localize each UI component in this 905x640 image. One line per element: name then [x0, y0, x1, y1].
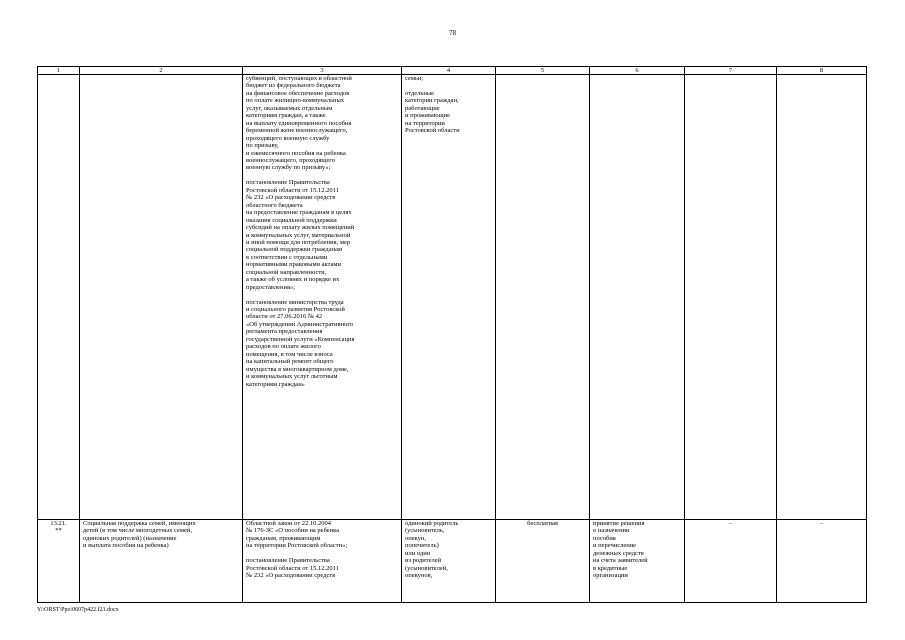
- cell-text-line: и социального развития Ростовской: [246, 306, 345, 314]
- cell-text-line: категориям граждан, а также: [246, 112, 326, 120]
- cell-text-line: Областной закон от 22.10.2004: [246, 520, 332, 527]
- cell-text-line: в кредитные: [593, 564, 628, 572]
- cell-text-line: работающие: [405, 104, 440, 112]
- cell-text-line: и иной помощи для потребления, мер: [246, 238, 351, 246]
- cell-text-line: и коммунальных услуг льготным: [246, 373, 338, 381]
- cell-text-line: попечитель): [405, 542, 439, 550]
- cell-text-line: опекун,: [405, 534, 427, 542]
- column-header-4: 4: [402, 67, 496, 75]
- cell-text-line: детей (в том числе многодетных семей,: [83, 527, 192, 535]
- cell-text-line: категории граждан,: [405, 97, 459, 105]
- cell-text-line: военнослужащего, проходящего: [246, 156, 335, 164]
- cell-text-line: регламента предоставления: [246, 328, 323, 336]
- cell-text-line: по оплате жилищно-коммунальных: [246, 97, 345, 105]
- cell-recipients: [402, 520, 496, 603]
- table-row-continuation: [38, 75, 867, 520]
- cell-text-line: в соответствии с отдельными: [246, 253, 328, 261]
- cell-text-line: на финансовое обеспечение расходов: [246, 89, 350, 97]
- cell-text-line: на капитальный ремонт общего: [246, 358, 334, 366]
- cell-text-line: организации: [593, 572, 628, 580]
- cell-text-line: семьи;: [405, 75, 424, 82]
- cell-text-line: а также об условиях и порядке их: [246, 276, 340, 284]
- services-table: [37, 66, 867, 603]
- cell-service-name: [80, 520, 243, 603]
- cell-text-line: № 232 «О расходовании средств: [246, 572, 336, 580]
- cell-text-line: бюджет из федерального бюджета: [246, 82, 341, 90]
- cell-text-line: –: [728, 520, 733, 527]
- column-header-6: 6: [590, 67, 685, 75]
- column-header-3: 3: [243, 67, 402, 75]
- cell-text-line: отдельные: [405, 89, 435, 97]
- cell-text-line: военную службу по призыву»;: [246, 164, 331, 172]
- cell-text-line: субсидий на оплату жилых помещений: [246, 224, 355, 232]
- cell-text-line: оказания социальной поддержки: [246, 216, 337, 224]
- cell-text-line: о назначении: [593, 527, 630, 535]
- cell-text-line: денежных средств: [593, 549, 644, 557]
- cell-text-line: «Об утверждении Административного: [246, 320, 354, 328]
- cell-recipients: [402, 75, 496, 520]
- cell-text-line: по призыву,: [246, 142, 279, 150]
- cell-text-line: постановление Правительства: [246, 179, 330, 187]
- cell-text-line: беременной жене военнослужащего,: [246, 127, 348, 135]
- cell-text-line: Ростовской области: [405, 127, 460, 135]
- cell-text-line: и проживающие: [405, 112, 450, 120]
- cell-text-line: принятие решения: [593, 520, 645, 527]
- file-path-footer: Y:\ORST\Ppo\0607p422.f21.docx: [37, 607, 119, 613]
- cell-text-line: одинокий родитель: [405, 520, 459, 527]
- cell-text-line: на выплату единовременного пособия: [246, 119, 352, 127]
- cell-text-line: –: [819, 520, 824, 527]
- column-header-2: 2: [80, 67, 243, 75]
- cell-text-line: социальной поддержки гражданам: [246, 246, 343, 254]
- cell-text-line: гражданам, проживающим: [246, 534, 321, 542]
- cell-text-line: Ростовской области от 15.12.2011: [246, 186, 339, 194]
- column-number-row: [38, 67, 867, 75]
- cell-col7: [685, 75, 777, 520]
- cell-text-line: [246, 172, 398, 179]
- cell-text-line: и ежемесячного пособия на ребенка: [246, 149, 346, 157]
- column-header-7: 7: [685, 67, 777, 75]
- cell-number: [38, 520, 80, 603]
- cell-text-line: [405, 82, 492, 89]
- cell-text-line: и коммунальных услуг, материальной: [246, 231, 351, 239]
- column-header-8: 8: [777, 67, 867, 75]
- cell-col8: [777, 520, 867, 603]
- cell-text-line: на предоставление гражданам в целях: [246, 209, 352, 217]
- cell-text-line: или один: [405, 549, 431, 557]
- cell-text-line: постановление министерства труда: [246, 298, 344, 306]
- cell-text-line: опекунов,: [405, 572, 433, 580]
- cell-number: [38, 75, 80, 520]
- cell-text-line: Социальная поддержка семей, имеющих: [83, 520, 196, 527]
- cell-text-line: областного бюджета: [246, 201, 303, 209]
- cell-text-line: № 232 «О расходовании средств: [246, 194, 336, 202]
- cell-text-line: предоставления»;: [246, 283, 296, 291]
- cell-text-line: (усыновитель,: [405, 527, 445, 535]
- cell-text-line: услуг, оказываемых отдельным: [246, 104, 333, 112]
- cell-text-line: на территории: [405, 119, 445, 127]
- column-header-5: 5: [496, 67, 590, 75]
- cell-result: [590, 75, 685, 520]
- cell-text-line: нормативными правовыми актами: [246, 261, 342, 269]
- cell-text-line: из родителей: [405, 557, 442, 565]
- cell-col8: [777, 75, 867, 520]
- cell-text-line: бесплатная: [527, 520, 558, 527]
- page-number: 78: [449, 29, 456, 37]
- cell-text-line: **: [55, 527, 62, 535]
- cell-text-line: субвенций, поступающих в областной: [246, 75, 352, 82]
- cell-text-line: категориям граждан»: [246, 380, 305, 388]
- cell-text-line: одиноких родителей) (назначение: [83, 534, 177, 542]
- cell-text-line: и перечисление: [593, 542, 637, 550]
- cell-text-line: 13.21.: [50, 520, 67, 527]
- cell-text-line: пособия: [593, 534, 616, 542]
- cell-text-line: проходящего военную службу: [246, 134, 330, 142]
- cell-text-line: на территории Ростовской области»;: [246, 542, 348, 550]
- cell-result: [590, 520, 685, 603]
- cell-service-name: [80, 75, 243, 520]
- cell-text-line: помещения, в том числе взноса: [246, 350, 333, 358]
- cell-text-line: имущества в многоквартирном доме,: [246, 365, 349, 373]
- cell-text-line: Ростовской области от 15.12.2011: [246, 564, 339, 572]
- cell-legal-basis: [243, 75, 402, 520]
- cell-text-line: на счета заявителей: [593, 557, 648, 565]
- cell-legal-basis: [243, 520, 402, 603]
- cell-text-line: области от 27.06.2016 № 42: [246, 313, 323, 321]
- cell-text-line: и выплата пособия на ребенка): [83, 542, 169, 550]
- cell-text-line: № 176-ЗС «О пособии на ребенка: [246, 527, 340, 535]
- cell-payment: [496, 520, 590, 603]
- cell-text-line: социальной направленности,: [246, 268, 327, 276]
- cell-text-line: расходов по оплате жилого: [246, 343, 321, 351]
- cell-text-line: государственной услуги «Компенсация: [246, 335, 355, 343]
- cell-text-line: (усыновителей,: [405, 564, 448, 572]
- column-header-1: 1: [38, 67, 80, 75]
- table-row-13-21: [38, 520, 867, 603]
- cell-text-line: [246, 291, 398, 298]
- cell-payment: [496, 75, 590, 520]
- cell-text-line: постановление Правительства: [246, 557, 330, 565]
- cell-col7: [685, 520, 777, 603]
- cell-text-line: [246, 550, 398, 557]
